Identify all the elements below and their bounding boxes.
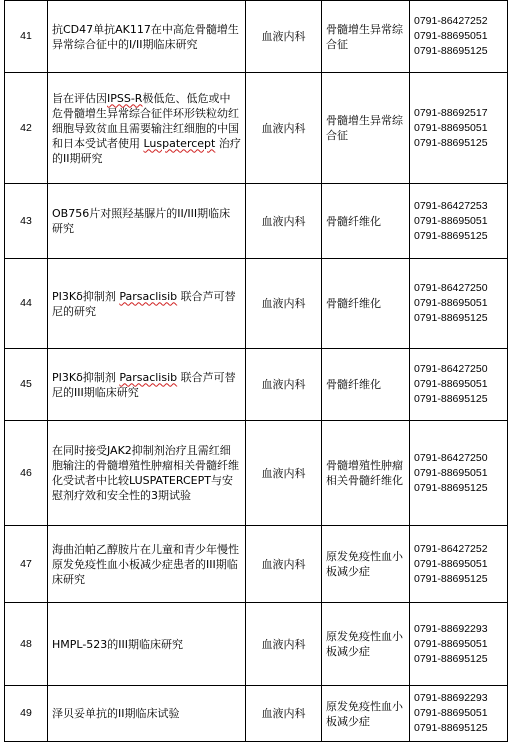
row-number: 48	[5, 603, 48, 686]
clinical-trials-table	[4, 0, 508, 742]
phone-number: 0791-88692293	[414, 622, 488, 635]
disease: 骨髓增生异常综合征	[322, 1, 410, 73]
contact-phones	[410, 1, 508, 73]
phone-number: 0791-88692517	[414, 106, 488, 119]
phone-number: 0791-86427252	[414, 15, 488, 27]
row-number: 41	[5, 1, 48, 73]
study-title: OB756片对照羟基脲片的II/III期临床研究	[48, 184, 246, 259]
title-text: 联合芦可替尼的研究	[52, 289, 236, 318]
title-text: 极低危、低危或中危骨髓增生异常综合征伴环形铁粒幼红细胞导致贫血且需要输注红细胞的中国和日本受试者使用	[52, 91, 239, 150]
contact-phones	[410, 184, 508, 259]
department: 血液内科	[246, 603, 322, 686]
contact-phones	[410, 526, 508, 603]
title-term: Luspatercept	[143, 136, 216, 150]
phone-number: 0791-88695051	[414, 707, 488, 719]
table-row	[5, 421, 508, 526]
title-text: PI3Kδ抑制剂	[52, 289, 116, 303]
department: 血液内科	[246, 73, 322, 184]
phone-number: 0791-88695125	[414, 481, 488, 494]
phone-number: 0791-88695051	[414, 121, 488, 134]
contact-phones	[410, 421, 508, 526]
row-number: 49	[5, 686, 48, 742]
title-term: Parsaclisib	[119, 370, 178, 384]
contact-phones	[410, 73, 508, 184]
phone-number: 0791-88695125	[414, 136, 488, 149]
title-term: IPSS-R	[107, 91, 143, 105]
phone-number: 0791-88695125	[414, 45, 488, 57]
table-row	[5, 184, 508, 259]
title-text: 旨在评估因	[52, 91, 107, 105]
table-row	[5, 349, 508, 421]
row-number: 42	[5, 73, 48, 184]
disease: 骨髓纤维化	[322, 184, 410, 259]
study-title: 在同时接受JAK2抑制剂治疗且需红细胞输注的骨髓增殖性肿瘤相关骨髓纤维化受试者中比较LUSPATERCEPT与安慰剂疗效和安全性的3期试验	[48, 421, 246, 526]
phone-number: 0791-86427250	[414, 282, 488, 294]
phone-number: 0791-86427250	[414, 363, 488, 375]
study-title: 海曲泊帕乙醇胺片在儿童和青少年慢性原发免疫性血小板减少症患者的III期临床研究	[48, 526, 246, 603]
contact-phones	[410, 349, 508, 421]
study-title: 抗CD47单抗AK117在中高危骨髓增生异常综合征中的I/II期临床研究	[48, 1, 246, 73]
phone-number: 0791-88695051	[414, 378, 488, 390]
disease: 原发免疫性血小板减少症	[322, 526, 410, 603]
department: 血液内科	[246, 1, 322, 73]
phone-number: 0791-88695051	[414, 466, 488, 479]
phone-number: 0791-88695051	[414, 30, 488, 42]
title-text: 治疗的II期研究	[52, 136, 241, 165]
title-term: Parsaclisib	[119, 289, 178, 303]
row-number: 44	[5, 259, 48, 349]
study-title	[48, 259, 246, 349]
disease: 原发免疫性血小板减少症	[322, 686, 410, 742]
disease: 骨髓增生异常综合征	[322, 73, 410, 184]
disease: 原发免疫性血小板减少症	[322, 603, 410, 686]
study-title: HMPL-523的III期临床研究	[48, 603, 246, 686]
department: 血液内科	[246, 259, 322, 349]
row-number: 43	[5, 184, 48, 259]
phone-number: 0791-88695125	[414, 393, 488, 405]
phone-number: 0791-86427250	[414, 451, 488, 464]
phone-number: 0791-88692293	[414, 692, 488, 704]
row-number: 47	[5, 526, 48, 603]
phone-number: 0791-88695125	[414, 312, 488, 324]
table-row	[5, 73, 508, 184]
disease: 骨髓纤维化	[322, 349, 410, 421]
phone-number: 0791-88695051	[414, 557, 488, 570]
row-number: 45	[5, 349, 48, 421]
row-number: 46	[5, 421, 48, 526]
table-row	[5, 259, 508, 349]
phone-number: 0791-88695125	[414, 572, 488, 585]
title-text: 联合芦可替尼的III期临床研究	[52, 370, 236, 399]
phone-number: 0791-88695125	[414, 652, 488, 665]
study-title	[48, 349, 246, 421]
phone-number: 0791-88695125	[414, 229, 488, 242]
department: 血液内科	[246, 526, 322, 603]
contact-phones	[410, 686, 508, 742]
table-row	[5, 603, 508, 686]
department: 血液内科	[246, 184, 322, 259]
phone-number: 0791-88695051	[414, 297, 488, 309]
phone-number: 0791-88695125	[414, 722, 488, 734]
department: 血液内科	[246, 349, 322, 421]
department: 血液内科	[246, 421, 322, 526]
study-title	[48, 73, 246, 184]
study-title: 泽贝妥单抗的II期临床试验	[48, 686, 246, 742]
table-row	[5, 526, 508, 603]
phone-number: 0791-86427253	[414, 199, 488, 212]
department: 血液内科	[246, 686, 322, 742]
contact-phones	[410, 603, 508, 686]
disease: 骨髓增殖性肿瘤相关骨髓纤维化	[322, 421, 410, 526]
title-text: PI3Kδ抑制剂	[52, 370, 116, 384]
table-row	[5, 1, 508, 73]
contact-phones	[410, 259, 508, 349]
phone-number: 0791-86427252	[414, 542, 488, 555]
disease: 骨髓纤维化	[322, 259, 410, 349]
phone-number: 0791-88695051	[414, 637, 488, 650]
table-row	[5, 686, 508, 742]
phone-number: 0791-88695051	[414, 214, 488, 227]
